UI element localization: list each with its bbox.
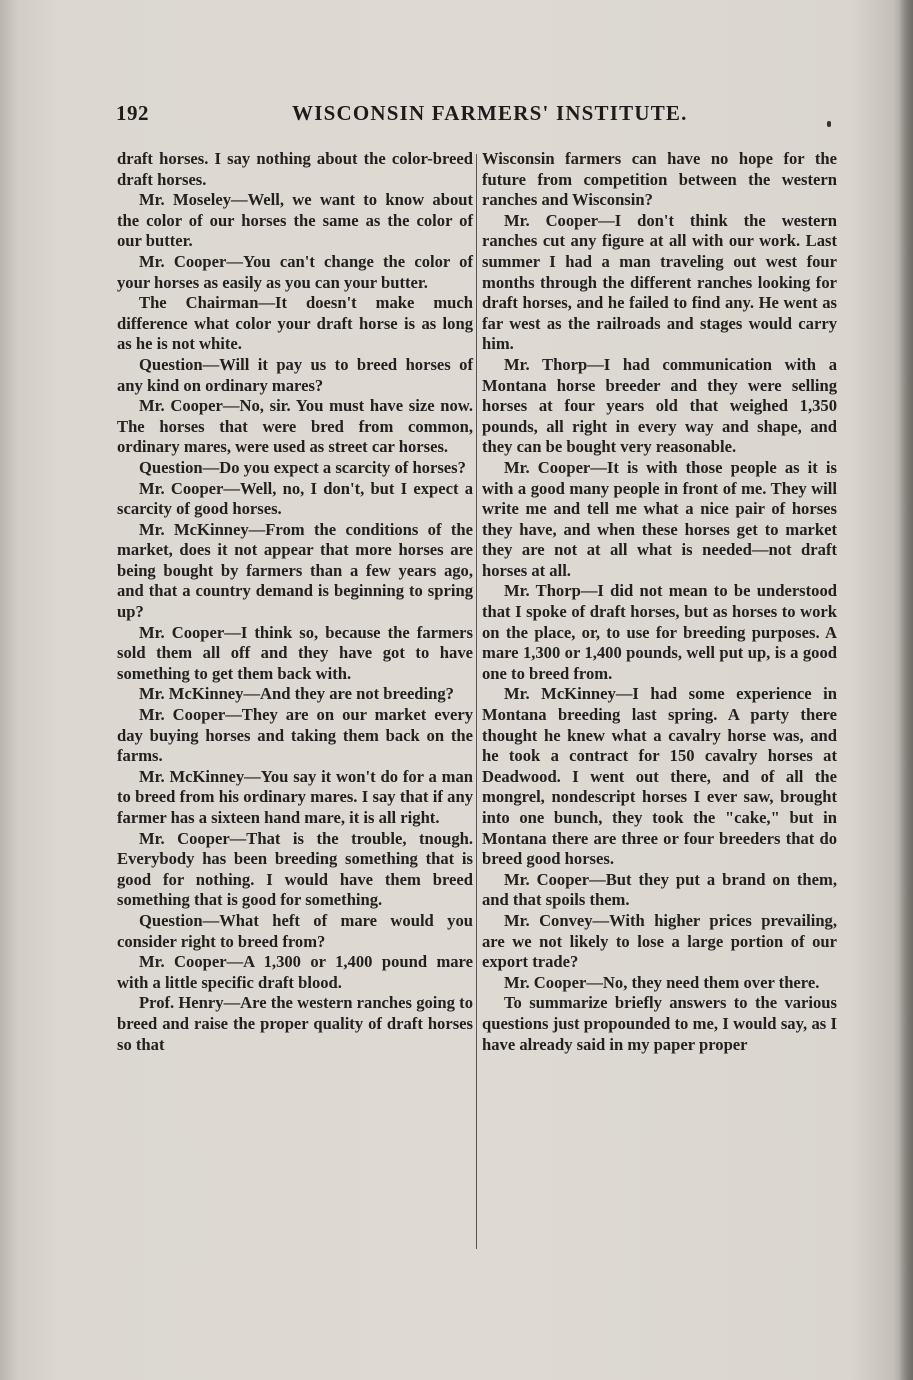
paragraph: Mr. Cooper—They are on our market every day buying horses and taking them back on the farms. <box>117 705 473 766</box>
paragraph: Mr. McKinney—You say it won't do for a man to breed from his ordinary mares. I say that if any farmer has a sixteen hand mare, it is all right. <box>117 766 473 827</box>
paragraph: Question—Will it pay us to breed horses of any kind on ordinary mares? <box>117 354 473 395</box>
column-divider <box>476 154 477 1249</box>
paragraph: Mr. Thorp—I did not mean to be understood that I spoke of draft horses, but as horses to work on the place, or, to use for breeding purposes. A mare 1,300 or 1,400 pounds, well put up, is a good one to breed from. <box>482 581 837 683</box>
paragraph: Mr. McKinney—And they are not breeding? <box>139 684 454 704</box>
paragraph: Mr. Cooper—No, sir. You must have size now. The horses that were bred from common, ordinary mares, were used as street car horses. <box>117 396 473 457</box>
paragraph: Question—What heft of mare would you consider right to breed from? <box>117 910 473 951</box>
paragraph: Mr. Cooper—Well, no, I don't, but I expect a scarcity of good horses. <box>117 478 473 519</box>
paragraph: Mr. Convey—With higher prices prevailing, are we not likely to lose a large portion of our export trade? <box>482 910 837 972</box>
page-edge-shadow <box>899 0 913 1380</box>
paragraph: Mr. Moseley—Well, we want to know about the color of our horses the same as the color of our butter. <box>117 190 473 251</box>
paragraph: To summarize briefly answers to the various questions just propounded to me, I would say, as I have already said in my paper proper <box>482 993 837 1054</box>
paragraph: Mr. Cooper—It is with those people as it is with a good many people in front of me. They will write me and tell me what a nice pair of horses they have, and when these horses get to market they are not at all what is needed—not draft horses at all. <box>482 457 837 580</box>
left-column <box>117 149 473 1055</box>
paragraph: Mr. McKinney—I had some experience in Montana breeding last spring. A party there thought he knew what a cavalry horse was, and he took a contract for 150 cavalry horses at Deadwood. I went out there, and of all the mongrel, nondescript horses I ever saw, brought into one bunch, they took the "cake," but in Montana there are three or four breeders that do breed good horses. <box>482 684 837 869</box>
paragraph: Mr. Cooper—I think so, because the farmers sold them all off and they have got to have something to get them back with. <box>117 622 473 683</box>
paragraph: Mr. Cooper—That is the trouble, tnough. Everybody has been breeding something that is good for nothing. I would have them breed something that is good for something. <box>117 828 473 910</box>
paragraph: Mr. Thorp—I had communication with a Montana horse breeder and they were selling horses at four years old that weighed 1,350 pounds, all right in every way and shape, and they can be bought very reasonable. <box>482 354 837 457</box>
paragraph: The Chairman—It doesn't make much difference what color your draft horse is as long as he is not white. <box>117 293 473 354</box>
paragraph: draft horses. I say nothing about the color-breed draft horses. <box>117 149 473 189</box>
paragraph: Prof. Henry—Are the western ranches going to breed and raise the proper quality of draft horses so that <box>117 993 473 1054</box>
right-column <box>482 149 837 1055</box>
page-number: 192 <box>116 101 149 125</box>
paragraph: Mr. Cooper—But they put a brand on them, and that spoils them. <box>482 869 837 910</box>
paragraph: Mr. Cooper—No, they need them over there. <box>504 972 820 992</box>
paragraph: Mr. Cooper—I don't think the western ranches cut any figure at all with our work. Last summer I had a man traveling out west four months through the different ranches looking for draft horses, and he failed to find any. He went as far west as the railroads and stages would carry him. <box>482 210 837 354</box>
running-title: WISCONSIN FARMERS' INSTITUTE. <box>292 101 688 125</box>
paragraph: Mr. Cooper—A 1,300 or 1,400 pound mare with a little specific draft blood. <box>117 952 473 992</box>
paragraph: Mr. McKinney—From the conditions of the market, does it not appear that more horses are being bought by farmers than a few years ago, and that a country demand is beginning to spring up? <box>117 519 473 622</box>
paragraph: Question—Do you expect a scarcity of horses? <box>139 457 466 477</box>
running-header <box>116 101 836 131</box>
paragraph: Mr. Cooper—You can't change the color of your horses as easily as you can your butter. <box>117 251 473 292</box>
paragraph: Wisconsin farmers can have no hope for the future from competition between the western ranches and Wisconsin? <box>482 149 837 210</box>
ink-speck <box>827 121 831 127</box>
